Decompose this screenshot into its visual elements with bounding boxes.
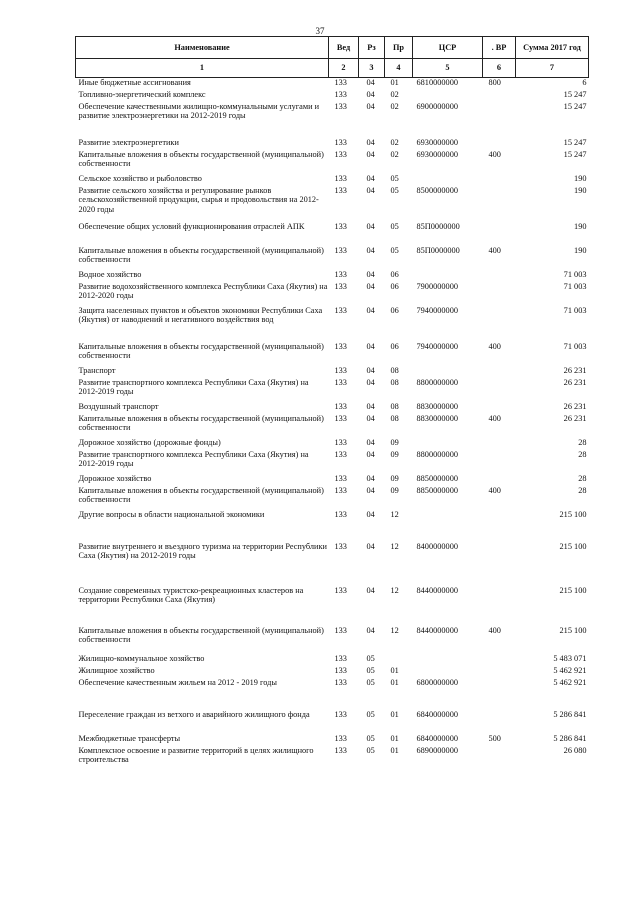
cell-csr: 7940000000 [416, 305, 458, 315]
cell-csr: 8800000000 [416, 449, 458, 459]
cell-vr [483, 746, 516, 770]
cell-rz: 05 [366, 677, 375, 687]
cell-csr: 6840000000 [416, 709, 458, 719]
table-row [76, 654, 589, 666]
cell-vr [483, 186, 516, 222]
cell-ved: 133 [334, 485, 347, 495]
cell-sum: 71 003 [563, 341, 587, 351]
cell-csr [413, 654, 483, 666]
table-row [76, 78, 589, 90]
cell-ved: 133 [334, 149, 347, 159]
cell-pr: 12 [390, 625, 399, 635]
cell-rz: 04 [366, 625, 375, 635]
cell-pr: 05 [390, 173, 399, 183]
cell-pr: 05 [390, 245, 399, 255]
cell-vr [483, 474, 516, 486]
column-number-row [76, 59, 589, 78]
cell-pr: 01 [390, 677, 399, 687]
cell-rz: 04 [366, 245, 375, 255]
cell-csr: 8500000000 [416, 185, 458, 195]
cell-csr: 85П0000000 [416, 245, 460, 255]
cell-csr: 6840000000 [416, 733, 458, 743]
cell-vr [483, 306, 516, 342]
cell-vr [483, 654, 516, 666]
cell-ved: 133 [334, 541, 347, 551]
cell-rz: 05 [366, 665, 375, 675]
cell-ved: 133 [334, 173, 347, 183]
cell-name: Межбюджетные трансферты [78, 733, 181, 743]
cell-sum: 5 286 841 [553, 709, 587, 719]
cell-csr: 6800000000 [416, 677, 458, 687]
cell-ved: 133 [334, 585, 347, 595]
cell-sum: 71 003 [563, 281, 587, 291]
cell-pr: 12 [390, 509, 399, 519]
cell-pr: 01 [390, 665, 399, 675]
page-number: 37 [315, 26, 325, 36]
cell-ved: 133 [334, 509, 347, 519]
cell-ved: 133 [334, 101, 347, 111]
cell-rz: 04 [366, 473, 375, 483]
table-row [76, 746, 589, 770]
cell-sum: 26 231 [563, 413, 587, 423]
cell-ved: 133 [334, 449, 347, 459]
cell-csr: 6890000000 [416, 745, 458, 755]
cell-pr: 12 [390, 541, 399, 551]
cell-csr: 8850000000 [416, 473, 458, 483]
cell-name: Капитальные вложения в объекты государственной (муниципальной) собственности [78, 413, 324, 433]
cell-vr: 400 [488, 341, 501, 351]
cell-pr: 02 [390, 137, 399, 147]
cell-sum: 215 100 [559, 541, 587, 551]
cell-rz: 04 [366, 341, 375, 351]
col-number: 5 [413, 59, 483, 78]
cell-rz: 04 [366, 365, 375, 375]
cell-csr: 8800000000 [416, 377, 458, 387]
table-row [76, 150, 589, 174]
cell-name: Развитие электроэнергетики [78, 137, 179, 147]
cell-sum: 5 483 071 [553, 653, 587, 663]
cell-vr: 400 [488, 625, 501, 635]
cell-rz: 05 [366, 709, 375, 719]
table-row [76, 222, 589, 246]
cell-ved: 133 [334, 413, 347, 423]
cell-ved: 133 [334, 365, 347, 375]
cell-sum: 5 286 841 [553, 733, 587, 743]
cell-csr: 6810000000 [416, 78, 458, 87]
cell-pr: 09 [390, 449, 399, 459]
table-row [76, 186, 589, 222]
cell-rz: 04 [366, 437, 375, 447]
cell-ved: 133 [334, 437, 347, 447]
cell-rz: 04 [366, 485, 375, 495]
cell-name: Комплексное освоение и развитие территорий в целях жилищного строительства [78, 745, 314, 765]
table-row [76, 486, 589, 510]
cell-vr [483, 222, 516, 246]
cell-ved: 133 [334, 137, 347, 147]
cell-name: Воздушный транспорт [78, 401, 159, 411]
cell-ved: 133 [334, 78, 347, 87]
cell-vr [483, 90, 516, 102]
cell-sum: 26 231 [563, 377, 587, 387]
cell-ved: 133 [334, 305, 347, 315]
cell-name: Развитие внутреннего и въездного туризма на территории Республики Саха (Якутия) на 2012-2019 годы [78, 541, 327, 561]
cell-name: Защита населенных пунктов и объектов экономики Республики Саха (Якутия) от наводнений и негативного воздействия вод [78, 305, 323, 325]
cell-rz: 05 [366, 745, 375, 755]
cell-rz: 04 [366, 305, 375, 315]
table-row [76, 282, 589, 306]
cell-rz: 04 [366, 149, 375, 159]
cell-vr: 500 [488, 733, 501, 743]
cell-sum: 190 [574, 173, 587, 183]
cell-csr: 7900000000 [416, 281, 458, 291]
table-row [76, 174, 589, 186]
cell-csr: 6930000000 [416, 137, 458, 147]
cell-vr [483, 678, 516, 710]
table-row [76, 270, 589, 282]
col-number: 6 [483, 59, 516, 78]
cell-rz: 05 [366, 733, 375, 743]
header-vr: . ВР [483, 37, 516, 59]
cell-ved: 133 [334, 221, 347, 231]
cell-pr: 05 [390, 221, 399, 231]
cell-ved: 133 [334, 245, 347, 255]
cell-vr [483, 710, 516, 734]
cell-pr: 08 [390, 413, 399, 423]
col-number: 1 [76, 59, 329, 78]
table-row [76, 402, 589, 414]
cell-pr: 08 [390, 401, 399, 411]
cell-vr [483, 366, 516, 378]
cell-sum: 215 100 [559, 585, 587, 595]
table-row [76, 90, 589, 102]
cell-ved: 133 [334, 653, 347, 663]
cell-vr: 400 [488, 485, 501, 495]
cell-rz: 04 [366, 185, 375, 195]
table-row [76, 510, 589, 542]
cell-name: Капитальные вложения в объекты государственной (муниципальной) собственности [78, 625, 324, 645]
cell-name: Дорожное хозяйство [78, 473, 152, 483]
cell-rz: 04 [366, 89, 375, 99]
cell-ved: 133 [334, 709, 347, 719]
cell-name: Развитие сельского хозяйства и регулирование рынков сельскохозяйственной продукции, сырья и продовольствия на 2012-2020 годы [78, 185, 319, 215]
table-row [76, 626, 589, 654]
cell-name: Переселение граждан из ветхого и аварийного жилищного фонда [78, 709, 310, 719]
cell-sum: 5 462 921 [553, 677, 587, 687]
cell-name: Дорожное хозяйство (дорожные фонды) [78, 437, 221, 447]
cell-vr [483, 438, 516, 450]
cell-name: Жилищное хозяйство [78, 665, 155, 675]
cell-ved: 133 [334, 665, 347, 675]
cell-rz: 04 [366, 101, 375, 111]
cell-sum: 26 080 [563, 745, 587, 755]
cell-sum: 71 003 [563, 269, 587, 279]
cell-sum: 215 100 [559, 509, 587, 519]
cell-name: Капитальные вложения в объекты государственной (муниципальной) собственности [78, 245, 324, 265]
cell-sum: 5 462 921 [553, 665, 587, 675]
table-row [76, 586, 589, 626]
cell-pr: 06 [390, 341, 399, 351]
cell-name: Капитальные вложения в объекты государственной (муниципальной) собственности [78, 149, 324, 169]
cell-name: Обеспечение качественными жилищно-коммунальными услугами и развитие электроэнергетики на 2012-2019 годы [78, 101, 320, 121]
header-ved: Вед [329, 37, 359, 59]
cell-sum: 26 231 [563, 401, 587, 411]
table-row [76, 666, 589, 678]
cell-vr [483, 542, 516, 586]
table-row [76, 366, 589, 378]
cell-csr: 6900000000 [416, 101, 458, 111]
cell-vr [483, 586, 516, 626]
header-csr: ЦСР [413, 37, 483, 59]
header-sum: Сумма 2017 год [516, 37, 589, 59]
cell-rz: 04 [366, 269, 375, 279]
table-row [76, 306, 589, 342]
cell-sum: 15 247 [563, 137, 587, 147]
cell-vr [483, 138, 516, 150]
table-row [76, 138, 589, 150]
cell-sum: 71 003 [563, 305, 587, 315]
cell-csr [413, 174, 483, 186]
cell-sum: 28 [578, 485, 587, 495]
cell-csr: 8440000000 [416, 585, 458, 595]
cell-ved: 133 [334, 377, 347, 387]
cell-name: Обеспечение общих условий функционирования отраслей АПК [78, 221, 305, 231]
cell-ved: 133 [334, 185, 347, 195]
cell-pr: 01 [390, 745, 399, 755]
col-number: 2 [329, 59, 359, 78]
cell-pr: 06 [390, 269, 399, 279]
cell-csr [413, 510, 483, 542]
cell-pr: 02 [390, 101, 399, 111]
cell-vr [483, 402, 516, 414]
cell-rz: 04 [366, 173, 375, 183]
cell-sum: 28 [578, 473, 587, 483]
cell-rz: 04 [366, 509, 375, 519]
cell-csr [413, 90, 483, 102]
cell-sum: 190 [574, 221, 587, 231]
cell-pr: 01 [390, 733, 399, 743]
header-name: Наименование [76, 37, 329, 59]
cell-vr: 400 [488, 149, 501, 159]
cell-name: Другие вопросы в области национальной экономики [78, 509, 265, 519]
cell-vr [483, 102, 516, 138]
cell-vr [483, 510, 516, 542]
cell-name: Развитие транспортного комплекса Республики Саха (Якутия) на 2012-2019 годы [78, 449, 309, 469]
cell-name: Топливно-энергетический комплекс [78, 89, 206, 99]
col-number: 3 [359, 59, 385, 78]
cell-rz: 04 [366, 401, 375, 411]
cell-sum: 15 247 [563, 149, 587, 159]
cell-pr: 05 [390, 185, 399, 195]
cell-pr: 09 [390, 473, 399, 483]
table-row [76, 542, 589, 586]
cell-name: Развитие транспортного комплекса Республики Саха (Якутия) на 2012-2019 годы [78, 377, 309, 397]
cell-csr: 8440000000 [416, 625, 458, 635]
cell-csr [413, 366, 483, 378]
cell-ved: 133 [334, 269, 347, 279]
table-row [76, 678, 589, 710]
header-row [76, 37, 589, 59]
cell-csr: 85П0000000 [416, 221, 460, 231]
cell-pr: 01 [390, 709, 399, 719]
table-row [76, 734, 589, 746]
cell-ved: 133 [334, 281, 347, 291]
cell-pr: 06 [390, 281, 399, 291]
header-rz: Рз [359, 37, 385, 59]
cell-vr: 400 [488, 413, 501, 423]
cell-rz: 04 [366, 541, 375, 551]
cell-vr [483, 282, 516, 306]
cell-csr [413, 270, 483, 282]
cell-pr: 08 [390, 365, 399, 375]
cell-sum: 15 247 [563, 101, 587, 111]
cell-vr [483, 666, 516, 678]
cell-csr [413, 666, 483, 678]
cell-name: Транспорт [78, 365, 116, 375]
cell-rz: 04 [366, 221, 375, 231]
header-pr: Пр [385, 37, 413, 59]
cell-ved: 133 [334, 401, 347, 411]
cell-name: Сельское хозяйство и рыболовство [78, 173, 202, 183]
cell-vr: 400 [488, 245, 501, 255]
cell-pr: 09 [390, 485, 399, 495]
col-number: 4 [385, 59, 413, 78]
table-body [76, 78, 589, 770]
col-number: 7 [516, 59, 589, 78]
cell-name: Капитальные вложения в объекты государственной (муниципальной) собственности [78, 485, 324, 505]
cell-name: Обеспечение качественным жильем на 2012 - 2019 годы [78, 677, 277, 687]
cell-name: Капитальные вложения в объекты государственной (муниципальной) собственности [78, 341, 324, 361]
table-row [76, 438, 589, 450]
cell-csr [413, 438, 483, 450]
cell-rz: 04 [366, 78, 375, 87]
cell-ved: 133 [334, 341, 347, 351]
cell-vr [483, 174, 516, 186]
cell-sum: 15 247 [563, 89, 587, 99]
cell-pr: 01 [390, 78, 399, 87]
cell-sum: 6 [582, 78, 587, 87]
table-row [76, 474, 589, 486]
cell-sum: 26 231 [563, 365, 587, 375]
cell-ved: 133 [334, 473, 347, 483]
cell-sum: 190 [574, 185, 587, 195]
cell-pr: 09 [390, 437, 399, 447]
cell-pr: 06 [390, 305, 399, 315]
cell-rz: 05 [366, 653, 375, 663]
cell-vr [483, 378, 516, 402]
table-row [76, 378, 589, 402]
cell-pr: 02 [390, 89, 399, 99]
cell-ved: 133 [334, 745, 347, 755]
cell-csr: 8850000000 [416, 485, 458, 495]
cell-sum: 190 [574, 245, 587, 255]
cell-rz: 04 [366, 137, 375, 147]
cell-ved: 133 [334, 625, 347, 635]
cell-sum: 215 100 [559, 625, 587, 635]
cell-vr: 800 [488, 78, 501, 87]
cell-csr: 8830000000 [416, 413, 458, 423]
cell-vr [483, 270, 516, 282]
table-row [76, 414, 589, 438]
cell-rz: 04 [366, 377, 375, 387]
cell-pr: 02 [390, 149, 399, 159]
cell-ved: 133 [334, 733, 347, 743]
cell-pr: 08 [390, 377, 399, 387]
cell-ved: 133 [334, 89, 347, 99]
cell-name: Создание современных туристско-рекреационных кластеров на территории Республики Саха (Якутия) [78, 585, 304, 605]
cell-sum: 28 [578, 437, 587, 447]
cell-csr: 8400000000 [416, 541, 458, 551]
cell-pr [385, 654, 413, 666]
table-row [76, 246, 589, 270]
cell-csr: 7940000000 [416, 341, 458, 351]
cell-rz: 04 [366, 281, 375, 291]
cell-pr: 12 [390, 585, 399, 595]
table-row [76, 710, 589, 734]
cell-vr [483, 450, 516, 474]
budget-table [75, 36, 589, 770]
cell-csr: 6930000000 [416, 149, 458, 159]
cell-sum: 28 [578, 449, 587, 459]
cell-rz: 04 [366, 585, 375, 595]
cell-csr: 8830000000 [416, 401, 458, 411]
table-row [76, 450, 589, 474]
table-row [76, 342, 589, 366]
cell-name: Водное хозяйство [78, 269, 142, 279]
cell-rz: 04 [366, 449, 375, 459]
cell-ved: 133 [334, 677, 347, 687]
cell-rz: 04 [366, 413, 375, 423]
cell-name: Развитие водохозяйственного комплекса Республики Саха (Якутия) на 2012-2020 годы [78, 281, 328, 301]
table-row [76, 102, 589, 138]
cell-name: Жилищно-коммунальное хозяйство [78, 653, 205, 663]
cell-name: Иные бюджетные ассигнования [78, 78, 191, 87]
